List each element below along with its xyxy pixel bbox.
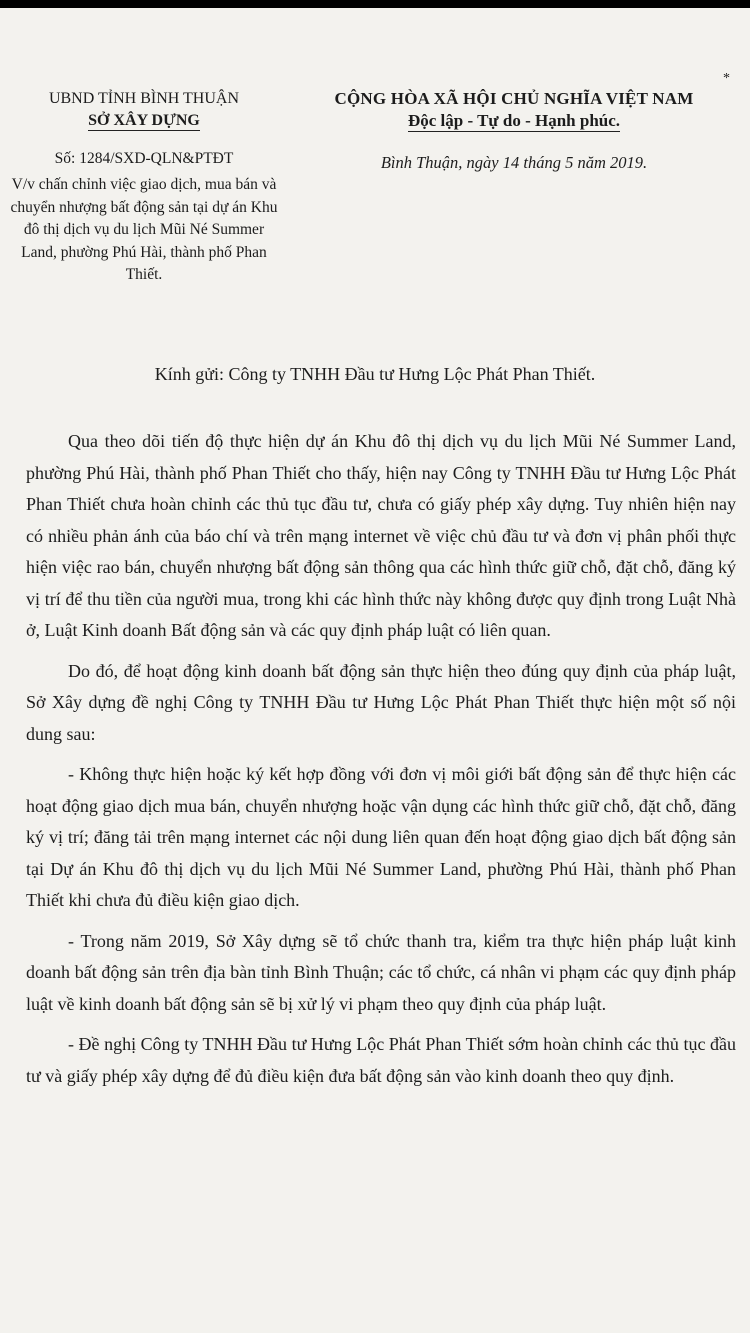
issuer-block [8, 88, 280, 287]
document-date: Bình Thuận, ngày 14 tháng 5 năm 2019. [380, 153, 648, 172]
corner-mark: * [723, 71, 730, 86]
body-paragraph: - Đề nghị Công ty TNHH Đầu tư Hưng Lộc Phát Phan Thiết sớm hoàn chỉnh các thủ tục đầu tư và giấy phép xây dựng để đủ điều kiện đưa bất động sản vào kinh doanh theo quy định. [26, 1034, 736, 1086]
body-paragraph: - Không thực hiện hoặc ký kết hợp đồng với đơn vị môi giới bất động sản để thực hiện các hoạt động giao dịch mua bán, chuyển nhượng hoặc vận dụng các hình thức giữ chỗ, đặt chỗ, đăng ký vị trí; đăng tải trên mạng internet các nội dung liên quan đến hoạt động giao dịch bất động sản tại Dự án Khu đô thị dịch vụ du lịch Mũi Né Summer Land, phường Phú Hài, thành phố Phan Thiết khi chưa đủ điều kiện giao dịch. [26, 764, 736, 910]
nation-title: CỘNG HÒA XÃ HỘI CHỦ NGHĨA VIỆT NAM [334, 89, 694, 108]
national-motto [285, 110, 743, 132]
body-paragraph: Do đó, để hoạt động kinh doanh bất động sản thực hiện theo đúng quy định của pháp luật, Sở Xây dựng đề nghị Công ty TNHH Đầu tư Hưng Lộc Phát Phan Thiết thực hiện một số nội dung sau: [26, 660, 736, 744]
org-name: UBND TỈNH BÌNH THUẬN [48, 90, 240, 107]
national-header [285, 88, 743, 174]
department-label: SỞ XÂY DỰNG [88, 112, 200, 129]
motto-text: Độc lập - Tự do - Hạnh phúc. [407, 111, 621, 130]
document-subject: V/v chấn chỉnh việc giao dịch, mua bán và chuyển nhượng bất động sản tại dự án Khu đô thị dịch vụ du lịch Mũi Né Summer Land, phường Phú Hài, thành phố Phan Thiết. [10, 176, 278, 283]
body-paragraph: Qua theo dõi tiến độ thực hiện dự án Khu đô thị dịch vụ du lịch Mũi Né Summer Land, phường Phú Hài, thành phố Phan Thiết cho thấy, hiện nay Công ty TNHH Đầu tư Hưng Lộc Phát Phan Thiết chưa hoàn chỉnh các thủ tục đầu tư, chưa có giấy phép xây dựng. Tuy nhiên hiện nay có nhiều phản ánh của báo chí và trên mạng internet về việc chủ đầu tư và đơn vị phân phối thực hiện việc rao bán, chuyển nhượng bất động sản thông qua các hình thức giữ chỗ, đặt chỗ, đăng ký vị trí để thu tiền của người mua, trong khi các hình thức này không được quy định trong Luật Nhà ở, Luật Kinh doanh Bất động sản và các quy định pháp luật có liên quan. [26, 431, 736, 640]
document-number: Số: 1284/SXD-QLN&PTĐT [54, 150, 234, 167]
body-paragraph: - Trong năm 2019, Sở Xây dựng sẽ tổ chức thanh tra, kiểm tra thực hiện pháp luật kinh doanh bất động sản trên địa bàn tỉnh Bình Thuận; các tổ chức, cá nhân vi phạm các quy định pháp luật về kinh doanh bất động sản sẽ bị xử lý vi phạm theo quy định của pháp luật. [26, 930, 736, 1014]
document-page [0, 8, 750, 1333]
recipient-line: Kính gửi: Công ty TNHH Đầu tư Hưng Lộc Phát Phan Thiết. [154, 364, 596, 384]
department-name [8, 110, 280, 132]
document-body [26, 426, 736, 1101]
